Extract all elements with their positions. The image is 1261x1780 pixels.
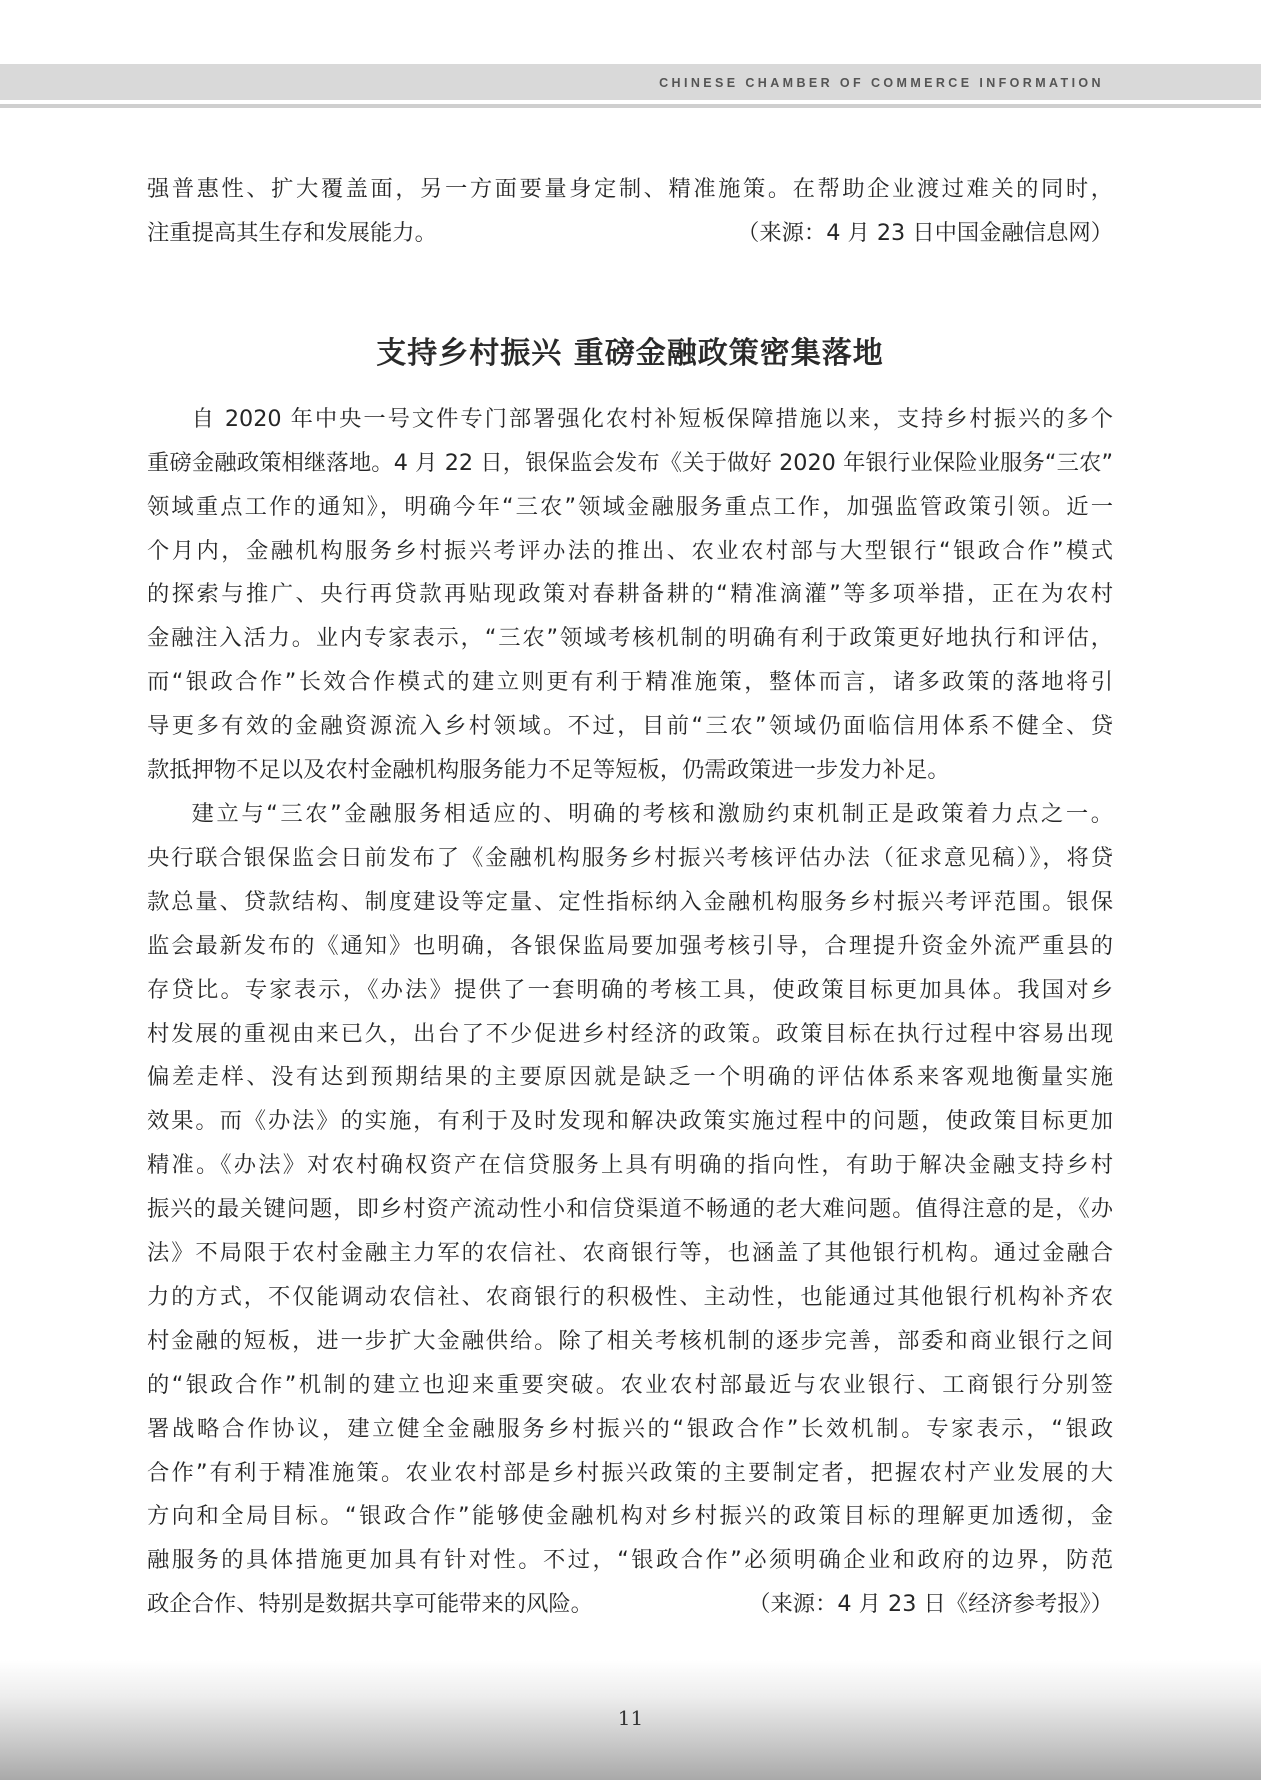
text-line: 重磅金融政策相继落地。4 月 22 日，银保监会发布《关于做好 2020 年银行业保险业服务“三农”: [147, 449, 1113, 476]
text-line: 村发展的重视由来已久，出台了不少促进乡村经济的政策。政策目标在执行过程中容易出现: [147, 1020, 1113, 1047]
text-line: 融服务的具体措施更加具有针对性。不过，“银政合作”必须明确企业和政府的边界，防范: [147, 1547, 1113, 1574]
text-line: 偏差走样、没有达到预期结果的主要原因就是缺乏一个明确的评估体系来客观地衡量实施: [147, 1064, 1113, 1091]
text-line-last: 款抵押物不足以及农村金融机构服务能力不足等短板，仍需政策进一步发力补足。: [147, 757, 950, 784]
text-line: 署战略合作协议，建立健全金融服务乡村振兴的“银政合作”长效机制。专家表示，“银政: [147, 1415, 1113, 1442]
text-line: 振兴的最关键问题，即乡村资产流动性小和信贷渠道不畅通的老大难问题。值得注意的是，《办: [147, 1196, 1113, 1223]
text-line-last: [147, 212, 1113, 256]
text-line: 政企合作、特别是数据共享可能带来的风险。: [147, 1591, 593, 1618]
text-line: 法》不局限于农村金融主力军的农信社、农商银行等，也涵盖了其他银行机构。通过金融合: [147, 1240, 1113, 1267]
text-line: 方向和全局目标。“银政合作”能够使金融机构对乡村振兴的政策目标的理解更加透彻，金: [147, 1503, 1113, 1530]
text-line: 监会最新发布的《通知》也明确，各银保监局要加强考核引导，合理提升资金外流严重县的: [147, 932, 1113, 959]
text-line: 款总量、贷款结构、制度建设等定量、定性指标纳入金融机构服务乡村振兴考评范围。银保: [147, 888, 1113, 915]
text-line: 而“银政合作”长效合作模式的建立则更有利于精准施策，整体而言，诸多政策的落地将引: [147, 669, 1113, 696]
article-title: 支持乡村振兴 重磅金融政策密集落地: [376, 335, 884, 371]
text-line: 自 2020 年中央一号文件专门部署强化农村补短板保障措施以来，支持乡村振兴的多个: [191, 405, 1113, 432]
text-line: 强普惠性、扩大覆盖面，另一方面要量身定制、精准施策。在帮助企业渡过难关的同时，: [147, 176, 1113, 202]
text-line: 金融注入活力。业内专家表示，“三农”领域考核机制的明确有利于政策更好地执行和评估，: [147, 625, 1113, 652]
text-line: 的“银政合作”机制的建立也迎来重要突破。农业农村部最近与农业银行、工商银行分别签: [147, 1371, 1113, 1398]
text-line: 村金融的短板，进一步扩大金融供给。除了相关考核机制的逐步完善，部委和商业银行之间: [147, 1327, 1113, 1354]
source-citation: （来源：4 月 23 日《经济参考报》）: [748, 1591, 1113, 1618]
text-line: 建立与“三农”金融服务相适应的、明确的考核和激励约束机制正是政策着力点之一。: [191, 800, 1113, 827]
text-line: 个月内，金融机构服务乡村振兴考评办法的推出、农业农村部与大型银行“银政合作”模式: [147, 537, 1113, 564]
text-line: 精准。《办法》对农村确权资产在信贷服务上具有明确的指向性，有助于解决金融支持乡村: [147, 1152, 1113, 1179]
text-line-last: [147, 1583, 1113, 1627]
source-citation: （来源：4 月 23 日中国金融信息网）: [737, 219, 1113, 246]
header-divider: [0, 104, 1261, 108]
paragraph-1: [147, 398, 1113, 793]
page-number: 11: [617, 1706, 644, 1730]
paragraph-2: [147, 793, 1113, 1627]
text-line: 合作”有利于精准施策。农业农村部是乡村振兴政策的主要制定者，把握农村产业发展的大: [147, 1459, 1113, 1486]
text-line: 力的方式，不仅能调动农信社、农商银行的积极性、主动性，也能通过其他银行机构补齐农: [147, 1283, 1113, 1310]
text-line: 效果。而《办法》的实施，有利于及时发现和解决政策实施过程中的问题，使政策目标更加: [147, 1108, 1113, 1135]
prev-article-tail: [147, 168, 1113, 256]
text-line: 央行联合银保监会日前发布了《金融机构服务乡村振兴考核评估办法（征求意见稿）》，将贷: [147, 844, 1113, 871]
text-line: 领域重点工作的通知》，明确今年“三农”领域金融服务重点工作，加强监管政策引领。近一: [147, 493, 1113, 520]
text-line: 导更多有效的金融资源流入乡村领域。不过，目前“三农”领域仍面临信用体系不健全、贷: [147, 713, 1113, 740]
text-line: 存贷比。专家表示，《办法》提供了一套明确的考核工具，使政策目标更加具体。我国对乡: [147, 976, 1113, 1003]
page-content: [147, 168, 1113, 1627]
text-line: 注重提高其生存和发展能力。: [147, 219, 437, 246]
publication-header: CHINESE CHAMBER OF COMMERCE INFORMATION: [659, 76, 1104, 90]
text-line: 的探索与推广、央行再贷款再贴现政策对春耕备耕的“精准滴灌”等多项举措，正在为农村: [147, 581, 1113, 608]
